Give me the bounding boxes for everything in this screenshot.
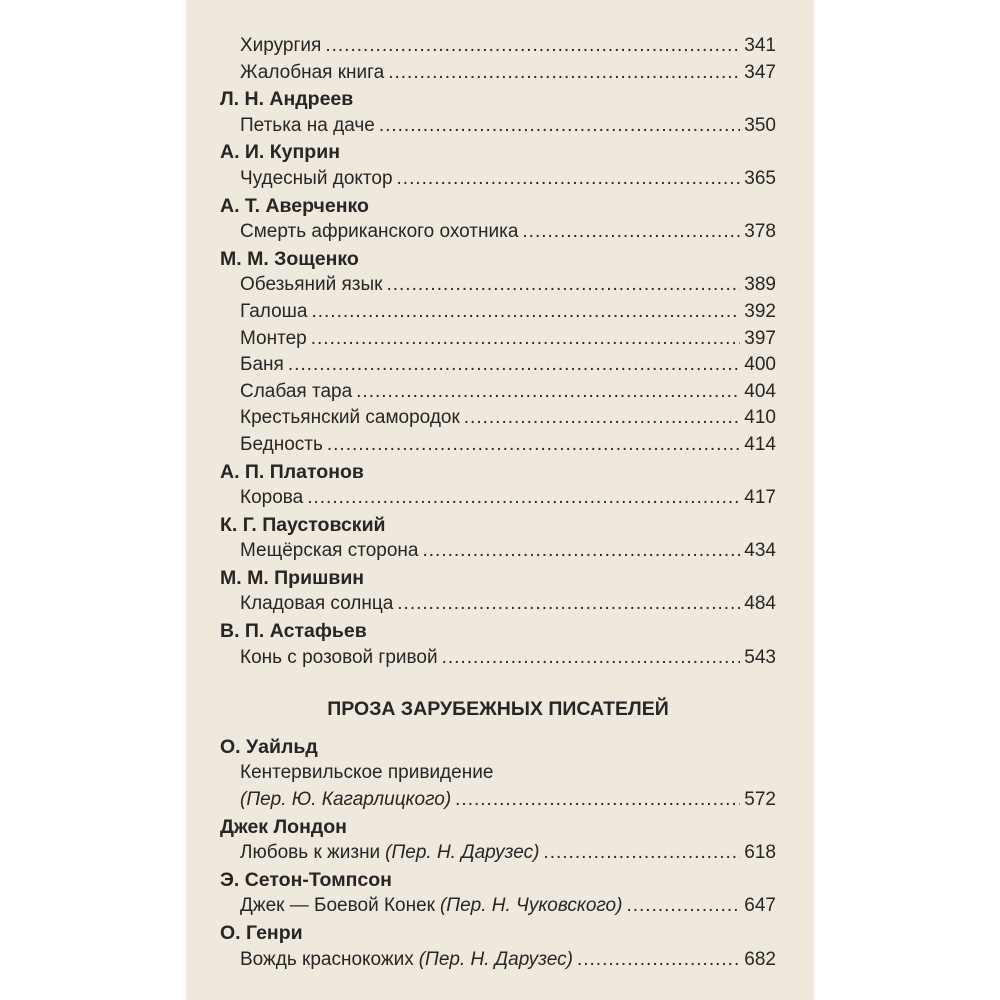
translator-credit: (Пер. Ю. Кагарлицкого): [240, 789, 452, 811]
dot-leader: [325, 33, 740, 60]
page-number: 410: [744, 407, 776, 429]
dot-leader: [356, 379, 740, 406]
entry-title: Джек — Боевой Конек: [240, 895, 435, 917]
page-number: 389: [744, 274, 776, 296]
dot-leader: [386, 272, 740, 299]
toc-entry: [240, 352, 776, 379]
entry-title: Мещёрская сторона: [240, 540, 419, 562]
entry-title: Чудесный доктор: [240, 167, 393, 189]
toc-entry: [240, 60, 776, 87]
author-heading: М. М. Зощенко: [220, 247, 359, 270]
author-heading: М. М. Пришвин: [220, 566, 365, 589]
author-heading: Л. Н. Андреев: [220, 88, 354, 111]
entry-title: Галоша: [240, 300, 308, 322]
dot-leader: [397, 591, 740, 618]
dot-leader: [423, 538, 741, 565]
page-number: 400: [744, 354, 776, 376]
page-number: 404: [744, 380, 776, 402]
dot-leader: [397, 166, 741, 193]
entry-title: Вождь краснокожих: [240, 948, 414, 970]
dot-leader: [455, 787, 740, 814]
dot-leader: [327, 432, 740, 459]
dot-leader: [522, 219, 740, 246]
entry-title: Обезьяний язык: [240, 274, 383, 296]
dot-leader: [543, 840, 740, 867]
dot-leader: [464, 405, 741, 432]
dot-leader: [388, 60, 740, 87]
page-number: 378: [744, 221, 776, 243]
page-number: 434: [744, 540, 776, 562]
author-heading: К. Г. Паустовский: [220, 513, 386, 536]
toc-entry: [240, 166, 776, 193]
author-heading: А. И. Куприн: [220, 141, 340, 164]
page-number: 392: [744, 300, 776, 322]
page-number: 682: [744, 948, 776, 970]
author-heading: Э. Сетон-Томпсон: [220, 868, 392, 891]
toc-entry: [240, 219, 776, 246]
toc-entry: [240, 113, 776, 140]
entry-title: Крестьянский самородок: [240, 407, 460, 429]
toc-entry: [240, 379, 776, 406]
entry-title: Кладовая солнца: [240, 593, 394, 615]
page-number: 543: [744, 646, 776, 668]
dot-leader: [379, 113, 740, 140]
entry-title-line: Кентервильское привидение: [240, 762, 494, 784]
page-number: 350: [744, 114, 776, 136]
author-heading: О. Генри: [220, 922, 303, 944]
page-number: 618: [744, 842, 776, 864]
entry-title: Монтер: [240, 327, 307, 349]
entry-title: Смерть африканского охотника: [240, 221, 519, 243]
toc-entry: [240, 272, 776, 299]
toc-entry: [240, 33, 776, 60]
dot-leader: [577, 947, 740, 974]
page-number: 365: [744, 167, 776, 189]
page-number: 484: [744, 593, 776, 615]
author-heading: Джек Лондон: [220, 815, 347, 838]
page-number: 647: [744, 895, 776, 917]
entry-title: Любовь к жизни: [240, 842, 381, 864]
toc-entry: [240, 538, 776, 565]
section-heading: ПРОЗА ЗАРУБЕЖНЫХ ПИСАТЕЛЕЙ: [327, 698, 669, 721]
page-number: 397: [744, 327, 776, 349]
dot-leader: [626, 893, 740, 920]
page-number: 417: [744, 487, 776, 509]
toc-entry: [240, 947, 776, 974]
toc-entry: [240, 591, 776, 618]
dot-leader: [311, 299, 740, 326]
toc-entry: [240, 787, 776, 814]
toc-entry: [240, 485, 776, 512]
dot-leader: [442, 645, 741, 672]
entry-title: Хирургия: [240, 35, 322, 56]
entry-title: Петька на даче: [240, 114, 375, 136]
toc-entry: [240, 893, 776, 920]
toc-entry: [240, 432, 776, 459]
entry-title: Баня: [240, 354, 284, 376]
dot-leader: [311, 326, 741, 353]
translator-credit: (Пер. Н. Чуковского): [439, 895, 623, 917]
entry-title: Конь с розовой гривой: [240, 646, 438, 668]
page-number: 347: [744, 61, 776, 83]
page-number: 572: [744, 789, 776, 811]
book-page: [186, 0, 814, 1000]
page-number: 414: [744, 433, 776, 455]
page-number: 341: [744, 35, 776, 56]
toc-entry: [240, 840, 776, 867]
toc-entry: [240, 405, 776, 432]
translator-credit: (Пер. Н. Дарузес): [418, 948, 573, 970]
dot-leader: [307, 485, 740, 512]
entry-title: Жалобная книга: [240, 61, 385, 83]
entry-title: Бедность: [240, 433, 323, 455]
entry-title: Корова: [240, 487, 304, 509]
author-heading: О. Уайльд: [220, 735, 318, 758]
toc-entry: [240, 299, 776, 326]
entry-title: Слабая тара: [240, 380, 353, 402]
translator-credit: (Пер. Н. Дарузес): [385, 842, 540, 864]
toc-entry: [240, 326, 776, 353]
table-of-contents: [220, 33, 776, 973]
toc-entry: [240, 645, 776, 672]
author-heading: А. П. Платонов: [220, 460, 364, 483]
author-heading: В. П. Астафьев: [220, 620, 367, 643]
dot-leader: [288, 352, 740, 379]
author-heading: А. Т. Аверченко: [220, 194, 369, 217]
